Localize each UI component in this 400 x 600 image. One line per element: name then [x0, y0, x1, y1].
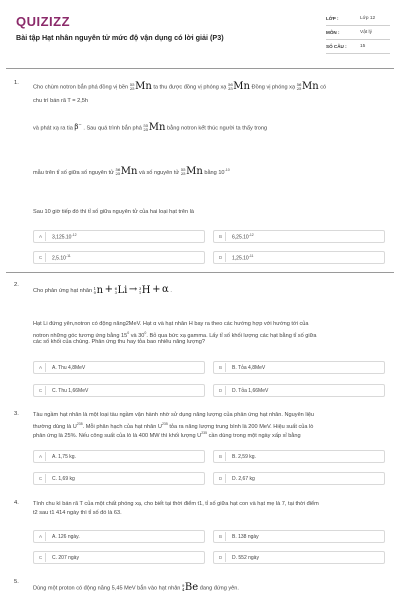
option-letter: D	[216, 253, 226, 262]
option-text: B. 138 ngày	[232, 533, 259, 540]
reaction-arrow: →	[128, 284, 138, 295]
question-text	[33, 166, 385, 177]
answer-option-d[interactable]	[213, 384, 385, 397]
answer-option-a[interactable]	[33, 361, 205, 374]
answer-option-a[interactable]	[33, 230, 205, 243]
meta-label: SỐ CÂU :	[326, 44, 347, 49]
option-letter: D	[216, 553, 226, 562]
nuclide-li6: 6 3 Li	[114, 284, 128, 296]
answer-option-a[interactable]	[33, 530, 205, 543]
question-text: thường dùng là $U^{235}$. Mỗi phân hạch của hạt nhân $U^{235}$ tỏa ra năng lượng trung bình là 200 MeV. Hiệu suất của lò	[33, 422, 314, 430]
quizizz-logo: QUIZIZZ	[16, 14, 71, 29]
question-text: chu trì bán rã T = 2,5h	[33, 98, 88, 104]
meta-label: LỚP :	[326, 16, 339, 21]
option-text: C. 207 ngày	[52, 554, 79, 561]
question-text	[33, 83, 385, 91]
text-segment: Dùng một proton có động năng 5,45 MeV bắn vào hạt nhân	[33, 585, 181, 592]
option-letter: B	[216, 363, 226, 372]
option-letter: B	[216, 532, 226, 541]
text-segment: bằng notron kết thúc người ta thấy trong	[166, 125, 268, 132]
option-text: B. Tỏa 4,8MeV	[232, 364, 266, 371]
question-text: Tính chu kì bán rã T của một chất phóng xạ, cho biết tại thời điểm t1, tỉ số giữa hạt con và hạt mẹ là 7, tại thời điểm	[33, 501, 319, 507]
option-text: A. Thu 4,8MeV	[52, 364, 86, 371]
nuclide-mn55: 55 25 Mn	[129, 81, 152, 92]
beta-symbol: β−	[74, 122, 82, 132]
alpha-symbol: α	[162, 284, 169, 295]
answer-option-c[interactable]	[33, 551, 205, 564]
option-text: A. 126 ngày.	[52, 533, 80, 540]
divider	[6, 68, 394, 69]
nuclide-neutron: 1 0 n	[93, 284, 104, 296]
plus-sign: +	[152, 284, 161, 295]
answer-option-d[interactable]	[213, 551, 385, 564]
answer-option-a[interactable]	[33, 450, 205, 463]
meta-value: 15	[360, 44, 366, 49]
text-segment: . Sau quá trình bắn phá	[83, 125, 142, 132]
text-segment: Cho chùm notron bắn phá đồng vị bền	[33, 84, 129, 91]
option-letter: A	[36, 452, 46, 461]
option-letter: A	[36, 363, 46, 372]
option-text: D. Tỏa 1,66MeV	[232, 387, 269, 394]
text-segment: .	[170, 288, 172, 294]
nuclide-mn56: 56 25 Mn	[227, 81, 250, 92]
answer-option-c[interactable]	[33, 472, 205, 485]
text-segment: và số nguyên tử	[139, 169, 180, 176]
question-text: Tàu ngầm hạt nhân là một loại tàu ngầm vận hành nhờ sử dụng năng lượng của phản ứng hạt nhân. Nguyên liệu	[33, 412, 315, 418]
question-text: Hạt Li đứng yên,notron có động năng2MeV. Hạt α và hạt nhân H bay ra theo các hướng hợp với hướng tới của	[33, 321, 309, 327]
question-number: 1.	[14, 80, 19, 86]
option-text: $1,25.10^{-11}$	[232, 253, 254, 262]
divider	[6, 272, 394, 273]
answer-option-b[interactable]	[213, 361, 385, 374]
question-number: 4.	[14, 500, 19, 506]
question-text: các số khối của chúng. Phản ứng thu hay tỏa bao nhiêu năng lượng?	[33, 339, 205, 345]
option-text: $6,25.10^{-12}$	[232, 232, 254, 241]
answer-option-c[interactable]	[33, 251, 205, 264]
meta-row-count	[326, 40, 390, 54]
text-segment: ta thu được đồng vị phóng xạ	[153, 84, 227, 91]
option-letter: B	[216, 452, 226, 461]
question-number: 5.	[14, 579, 19, 585]
question-text	[33, 584, 385, 592]
meta-table	[326, 12, 390, 54]
option-text: D. 552 ngày	[232, 554, 259, 561]
answer-option-b[interactable]	[213, 450, 385, 463]
option-letter: D	[216, 474, 226, 483]
nuclide-h3: 3 1 H	[138, 284, 151, 296]
plus-sign: +	[104, 284, 113, 295]
answer-option-b[interactable]	[213, 230, 385, 243]
text-segment: Cho phản ứng hạt nhân	[33, 288, 93, 294]
nuclide-mn55: 55 25 Mn	[180, 166, 203, 178]
nuclide-mn55: 55 25 Mn	[143, 121, 166, 133]
question-number: 2.	[14, 282, 19, 288]
option-text: C. 1,69 kg	[52, 475, 75, 482]
nuclide-mn56: 56 25 Mn	[115, 166, 138, 178]
meta-value: Lớp 12	[360, 16, 376, 21]
nuclide-be9: 9 4 Be	[181, 582, 199, 593]
answer-option-c[interactable]	[33, 384, 205, 397]
option-text: $2,5.10^{-11}$	[52, 253, 71, 262]
meta-label: MÔN :	[326, 30, 340, 35]
question-text: t2 sau t1 414 ngày thì tỉ số đó là 63.	[33, 510, 122, 516]
text-segment: mẫu trên tỉ số giữa số nguyên tử	[33, 169, 114, 176]
question-text	[33, 121, 385, 132]
option-letter: A	[36, 532, 46, 541]
option-letter: A	[36, 232, 46, 241]
text-segment: Đồng vị phóng xạ	[251, 84, 296, 91]
option-letter: D	[216, 386, 226, 395]
answer-option-d[interactable]	[213, 472, 385, 485]
question-text	[33, 286, 385, 295]
question-text: notron những góc tương ứng bằng $15^0$ và $30^0$. Bỏ qua bức xạ gamma. Lấy tỉ số khối lượng các hạt bằng tỉ số giữa	[33, 331, 317, 339]
answer-option-b[interactable]	[213, 530, 385, 543]
option-text: B. 2,59 kg.	[232, 453, 256, 460]
answer-option-d[interactable]	[213, 251, 385, 264]
option-text: $3,125.10^{-12}$	[52, 232, 77, 241]
option-text: D. 2,67 kg	[232, 475, 255, 482]
nuclide-mn56: 56 25 Mn	[296, 81, 319, 92]
option-letter: C	[36, 253, 46, 262]
document-title: Bài tập Hạt nhân nguyên tử mức độ vận dụng có lời giải (P3)	[16, 33, 224, 42]
question-text: phản ứng là 25%. Nếu công suất của lò là 400 MW thì khối lượng $U^{235}$ cần dùng trong một ngày xấp xỉ bằng	[33, 431, 301, 439]
text-segment: bằng 10	[204, 169, 225, 176]
text-segment: đang đứng yên.	[199, 585, 239, 592]
option-letter: C	[36, 474, 46, 483]
meta-row-subject	[326, 26, 390, 40]
exponent: -10	[224, 168, 230, 172]
page-header	[0, 0, 400, 62]
meta-value: Vật lý	[360, 30, 372, 35]
question-text: Sau 10 giờ tiếp đó thì tỉ số giữa nguyên tử của hai loại hạt trên là	[33, 209, 195, 215]
option-letter: C	[36, 386, 46, 395]
text-segment: và phát xạ ra tia	[33, 125, 73, 132]
option-text: A. 1,75 kg.	[52, 453, 76, 460]
option-letter: C	[36, 553, 46, 562]
question-number: 3.	[14, 411, 19, 417]
option-letter: B	[216, 232, 226, 241]
meta-row-class	[326, 12, 390, 26]
option-text: C. Thu 1,66MeV	[52, 387, 89, 394]
text-segment: có	[320, 84, 327, 91]
